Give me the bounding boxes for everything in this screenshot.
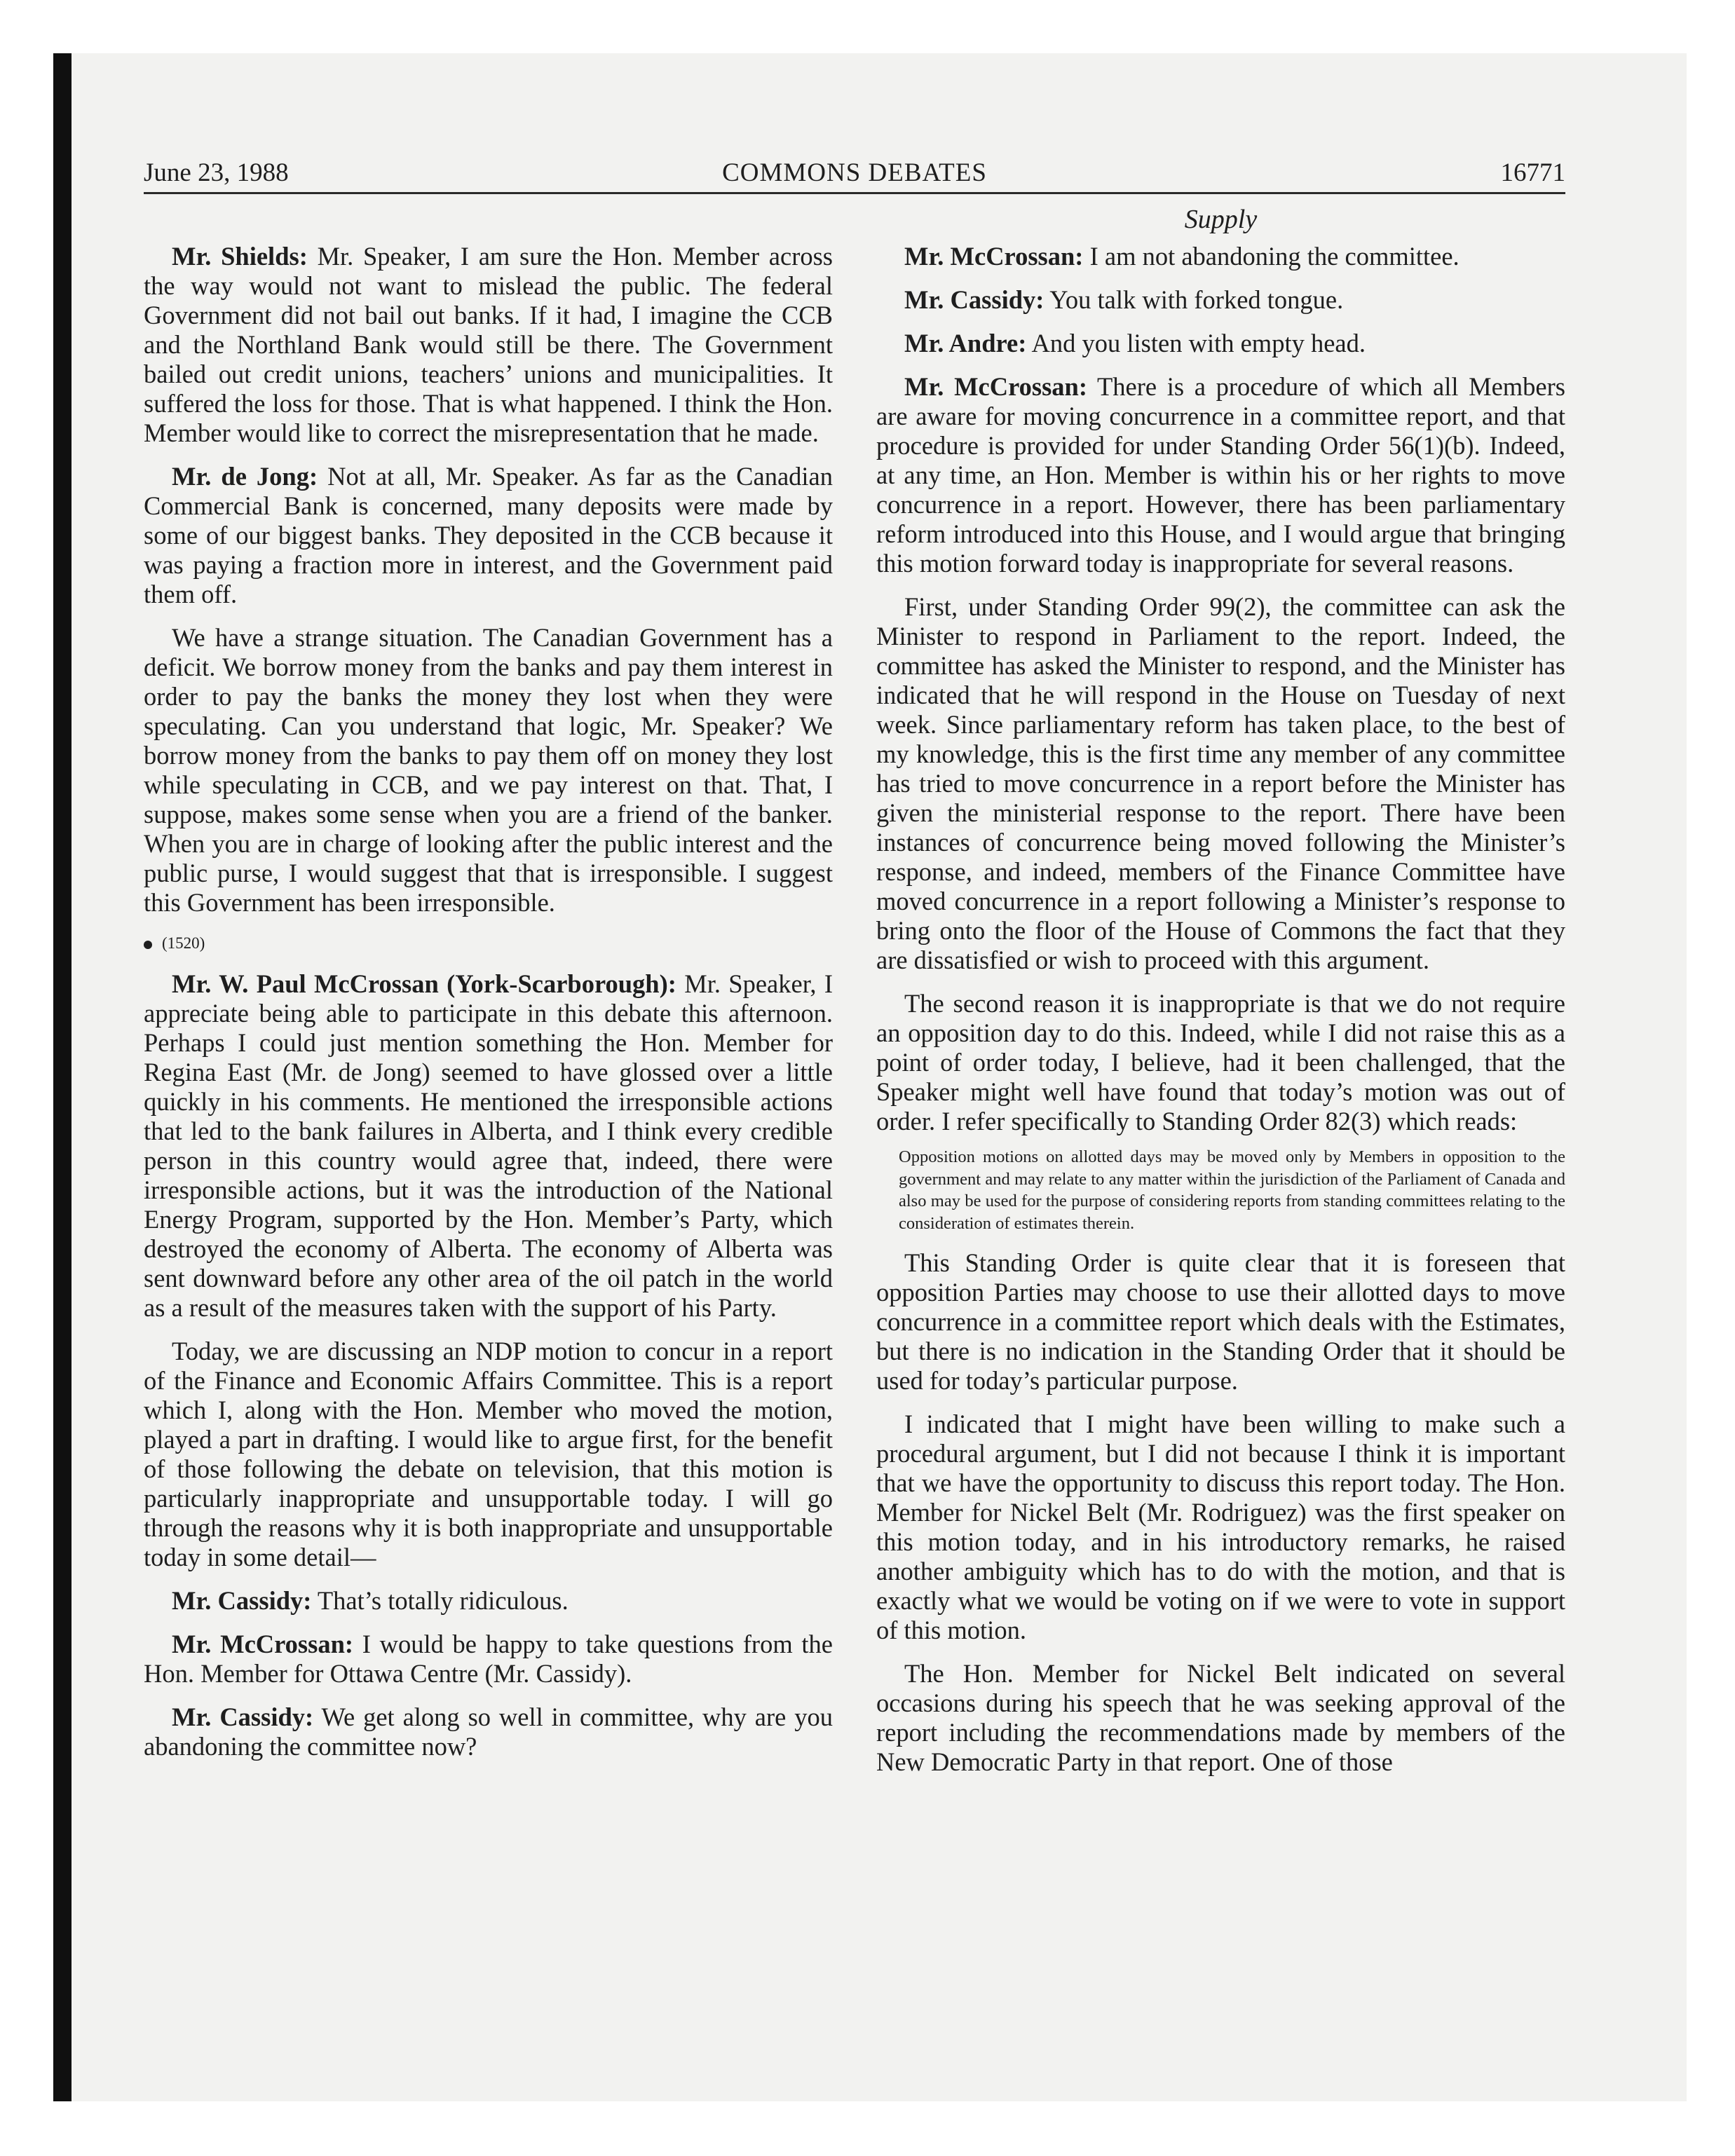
- bullet-icon: [144, 941, 152, 949]
- paragraph: [144, 1630, 833, 1688]
- paragraph: [876, 1659, 1565, 1777]
- paragraph: [876, 285, 1565, 315]
- speech-text: Today, we are discussing an NDP motion to concur in a report of the Finance and Economic Affairs Committee. This is a report which I, along with the Hon. Member who moved the motion, played a part in drafting. I would like to argue first, for the benefit of those following the debate on television, that this motion is particularly inappropriate and unsupportable today. I will go through the reasons why it is both inappropriate and unsupportable today in some detail—: [144, 1337, 833, 1571]
- speech-text: Mr. Speaker, I am sure the Hon. Member across the way would not want to mislead the public. The federal Government did not bail out banks. If it had, I imagine the CCB and the Northland Bank would still be there. The Government bailed out credit unions, teachers’ unions and municipalities. It suffered the loss for those. That is what happened. I think the Hon. Member would like to correct the misrepresentation that he made.: [144, 242, 834, 447]
- paragraph: [876, 329, 1565, 358]
- paragraph: [144, 1703, 833, 1761]
- header-publication-title: COMMONS DEBATES: [722, 158, 987, 187]
- paragraph: [876, 1248, 1565, 1396]
- left-column: [144, 242, 833, 1775]
- speech-text: I indicated that I might have been willing to make such a procedural argument, but I did not because I think it is important that we have the opportunity to discuss this report today. The Hon. Member for Nickel Belt (Mr. Rodriguez) was the first speaker on this motion today, and in his introductory remarks, he raised another ambiguity which has to do with the motion, and that is exactly what we would be voting on if we were to vote in support of this motion.: [876, 1410, 1565, 1644]
- paragraph: [144, 242, 833, 448]
- speech-text: We get along so well in committee, why are you abandoning the committee now?: [144, 1703, 834, 1761]
- speaker-name: Mr. Cassidy:: [172, 1703, 314, 1731]
- quote-text: Opposition motions on allotted days may be moved only by Members in opposition to the government and may relate to any matter within the jurisdiction of the Parliament of Canada and also may be used for the purpose of considering reports from standing committees relating to the consideration of estimates therein.: [899, 1147, 1565, 1233]
- speaker-name: Mr. de Jong:: [172, 462, 318, 491]
- speech-text: This Standing Order is quite clear that it is foreseen that opposition Parties may choose to use their allotted days to move concurrence in a committee report which deals with the Estimates, but there is no indication in the Standing Order that it should be used for today’s particular purpose.: [876, 1248, 1565, 1395]
- paragraph: [144, 969, 833, 1323]
- speech-text: Mr. Speaker, I appreciate being able to participate in this debate this afternoon. Perhaps I could just mention something the Hon. Member for Regina East (Mr. de Jong) seemed to have glossed over a little quickly in his comments. He mentioned the irresponsible actions that led to the bank failures in Alberta, and I think every credible person in this country would agree that, indeed, there were irresponsible actions, but it was the introduction of the National Energy Program, supported by the Hon. Member’s Party, which destroyed the economy of Alberta. The economy of Alberta was sent downward before any other area of the oil patch in the world as a result of the measures taken with the support of his Party.: [144, 969, 833, 1322]
- header-page-number: 16771: [1500, 158, 1565, 187]
- section-label: Supply: [1184, 205, 1258, 234]
- paragraph: [144, 462, 833, 609]
- paragraph: [144, 623, 833, 917]
- speech-text: And you listen with empty head.: [1031, 329, 1366, 357]
- time-marker: [144, 932, 833, 955]
- speaker-name: Mr. McCrossan:: [904, 372, 1087, 401]
- speech-text: I would be happy to take questions from the Hon. Member for Ottawa Centre (Mr. Cassidy).: [144, 1630, 834, 1688]
- paragraph: [144, 1586, 833, 1616]
- paragraph: [876, 372, 1565, 578]
- speaker-name: Mr. Shields:: [172, 242, 308, 271]
- speaker-name: Mr. McCrossan:: [172, 1630, 354, 1658]
- speech-text: You talk with forked tongue.: [1049, 285, 1344, 314]
- speech-text: The second reason it is inappropriate is that we do not require an opposition day to do this. Indeed, while I did not raise this as a point of order today, I believe, had it been challenged, that the Speaker might well have found that today’s motion was out of order. I refer specifically to Standing Order 82(3) which reads:: [876, 989, 1565, 1135]
- speaker-name: Mr. Andre:: [904, 329, 1027, 357]
- header-date: June 23, 1988: [144, 158, 289, 187]
- speech-text: That’s totally ridiculous.: [317, 1586, 569, 1615]
- standing-order-quote: [876, 1146, 1565, 1234]
- paragraph: [876, 989, 1565, 1136]
- speech-text: Not at all, Mr. Speaker. As far as the Canadian Commercial Bank is concerned, many deposits were made by some of our biggest banks. They deposited in the CCB because it was paying a fraction more in interest, and the Government paid them off.: [144, 462, 833, 608]
- binding-edge-shadow: [53, 53, 72, 2101]
- right-column: [876, 242, 1565, 1791]
- speaker-name: Mr. Cassidy:: [172, 1586, 312, 1615]
- speaker-name: Mr. McCrossan:: [904, 242, 1084, 271]
- speech-text: We have a strange situation. The Canadian Government has a deficit. We borrow money from the banks and pay them interest in order to pay the banks the money they lost when they were speculating. Can you understand that logic, Mr. Speaker? We borrow money from the banks to pay them off on money they lost while speculating in CCB, and we pay interest on that. That, I suppose, makes some sense when you are a friend of the banker. When you are in charge of looking after the public interest and the public purse, I would suggest that that is irresponsible. I suggest this Government has been irresponsible.: [144, 623, 833, 917]
- speaker-name: Mr. W. Paul McCrossan (York-Scarborough):: [172, 969, 676, 998]
- speech-text: The Hon. Member for Nickel Belt indicated on several occasions during his speech that he was seeking approval of the report including the recommendations made by members of the New Democratic Party in that report. One of those: [876, 1659, 1565, 1776]
- speech-text: I am not abandoning the committee.: [1089, 242, 1460, 271]
- paragraph: [876, 592, 1565, 975]
- speech-text: First, under Standing Order 99(2), the committee can ask the Minister to respond in Parliament to the report. Indeed, the committee has asked the Minister to respond, and the Minister has indicated that he will respond in the House on Tuesday of next week. Since parliamentary reform has taken place, to the best of my knowledge, this is the first time any member of any committee has tried to move concurrence in a report before the Minister has given the ministerial response to the report. There have been instances of concurrence being moved following the Minister’s response, and indeed, members of the Finance Committee have moved concurrence in a report following a Minister’s response to bring onto the floor of the House of Commons the fact that they are dissatisfied or wish to proceed with this argument.: [876, 592, 1565, 974]
- paragraph: [876, 242, 1565, 271]
- running-header: [144, 156, 1565, 194]
- paragraph: [876, 1410, 1565, 1645]
- paragraph: [144, 1337, 833, 1572]
- time-marker-label: (1520): [162, 934, 205, 952]
- speaker-name: Mr. Cassidy:: [904, 285, 1045, 314]
- speech-text: There is a procedure of which all Members are aware for moving concurrence in a committee report, and that procedure is provided for under Standing Order 56(1)(b). Indeed, at any time, an Hon. Member is within his or her rights to move concurrence in a report. However, there has been parliamentary reform introduced into this House, and I would argue that bringing this motion forward today is inappropriate for several reasons.: [876, 372, 1565, 578]
